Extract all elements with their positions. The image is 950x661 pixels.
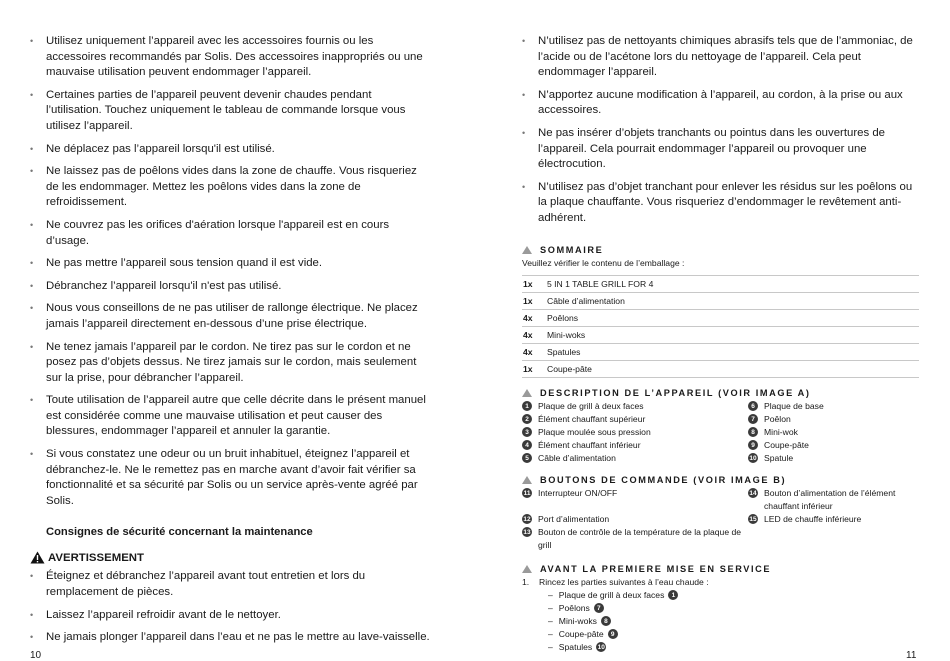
boutons-heading: BOUTONS DE COMMANDE (VOIR IMAGE B) — [522, 475, 920, 485]
part-label: Bouton de contrôle de la température de la plaque de grill — [538, 526, 742, 550]
number-badge: 10 — [597, 643, 605, 651]
number-badge: 1 — [668, 590, 678, 600]
first-use-steps — [522, 576, 920, 654]
quantity-cell: 4x — [522, 343, 547, 360]
table-row — [522, 275, 919, 292]
number-badge: 14 — [749, 489, 757, 497]
quantity-cell: 1x — [522, 292, 547, 309]
part-label: Spatule — [764, 452, 794, 463]
numbered-part-item — [748, 413, 920, 426]
warning-header — [30, 551, 430, 564]
bullet-item: • Laissez l’appareil refroidir avant de le nettoyer. — [30, 608, 430, 624]
warning-label: AVERTISSEMENT — [48, 551, 144, 564]
right-page-column — [522, 34, 920, 654]
part-label: Interrupteur ON/OFF — [538, 487, 618, 498]
part-label: Mini-woks — [558, 615, 597, 626]
sommaire-intro: Veuillez vérifier le contenu de l’emballage : — [522, 257, 685, 268]
item-cell: Poêlons — [547, 309, 919, 326]
item-cell: Spatules — [547, 343, 919, 360]
part-label: Plaque de grill à deux faces — [558, 589, 665, 600]
page-number-left: 10 — [30, 650, 42, 661]
number-badge: 9 — [748, 440, 758, 450]
step-text: Rincez les parties suivantes à l’eau chaude : — [539, 576, 709, 587]
part-label: Poêlon — [764, 413, 791, 424]
quantity-cell: 4x — [522, 309, 547, 326]
description-heading: DESCRIPTION DE L’APPAREIL (VOIR IMAGE A) — [522, 388, 920, 398]
triangle-marker-icon — [522, 389, 532, 397]
number-badge: 3 — [522, 427, 532, 437]
dash-marker: – — [548, 628, 553, 639]
numbered-part-item — [748, 452, 920, 465]
table-row — [522, 292, 919, 309]
numbered-part-item — [748, 400, 920, 413]
table-row — [522, 360, 919, 377]
triangle-marker-icon — [522, 476, 532, 484]
bullet-item: • Ne couvrez pas les orifices d'aération lorsque l'appareil est en cours d’usage. — [30, 218, 430, 249]
step-number: 1. — [522, 576, 530, 587]
numbered-part-item — [748, 426, 920, 439]
bullet-item: • Ne déplacez pas l’appareil lorsqu'il est utilisé. — [30, 142, 430, 158]
number-badge: 5 — [522, 453, 532, 463]
bullet-item: • Ne tenez jamais l’appareil par le cordon. Ne tirez pas sur le cordon et ne posez pas d’objets dessus. Ne tirez jamais sur le cordon, mais seulement sur la prise, pour débrancher l’appareil. — [30, 340, 430, 387]
bullet-item: • N’utilisez pas de nettoyants chimiques abrasifs tels que de l’ammoniac, de l’acide ou de l’acétone lors du nettoyage de l’appareil. Cela peut endommager l’appareil. — [522, 34, 920, 81]
part-label: Élément chauffant supérieur — [538, 413, 646, 424]
number-badge: 15 — [749, 515, 757, 523]
numbered-part-item — [522, 400, 748, 413]
part-label: Plaque moulée sous pression — [538, 426, 651, 437]
list-item — [522, 615, 920, 628]
quantity-cell: 4x — [522, 326, 547, 343]
quantity-cell: 1x — [522, 360, 547, 377]
numbered-part-item — [522, 426, 748, 439]
numbered-part-item — [522, 439, 748, 452]
page-number-right: 11 — [906, 650, 917, 661]
numbered-part-item — [748, 513, 920, 526]
bullet-item: • Toute utilisation de l’appareil autre que celle décrite dans le présent manuel est considérée comme une mauvaise utilisation et peut causer des blessures, endommager l’appareil et annuler la garantie. — [30, 393, 430, 440]
part-label: Coupe-pâte — [558, 628, 604, 639]
number-badge: 13 — [523, 528, 531, 536]
numbered-part-item — [748, 487, 920, 513]
number-badge: 4 — [522, 440, 532, 450]
package-contents-table — [522, 275, 919, 378]
bullet-item: • Certaines parties de l’appareil peuvent devenir chaudes pendant l’utilisation. Touchez uniquement le tableau de commande lorsque vous utilisez l’appareil. — [30, 88, 430, 135]
part-label: Bouton d’alimentation de l’élément chauffant inférieur — [764, 487, 896, 511]
number-badge: 12 — [523, 515, 531, 523]
part-label: Port d’alimentation — [538, 513, 610, 524]
bullet-item: • Ne pas mettre l’appareil sous tension quand il est vide. — [30, 256, 430, 272]
part-label: Plaque de base — [764, 400, 824, 411]
item-cell: 5 IN 1 TABLE GRILL FOR 4 — [547, 275, 919, 292]
dash-marker: – — [548, 615, 553, 626]
numbered-part-item — [522, 526, 748, 552]
number-badge: 11 — [523, 489, 531, 497]
part-label: Élément chauffant inférieur — [538, 439, 641, 450]
dash-marker: – — [548, 602, 553, 613]
number-badge: 7 — [594, 603, 604, 613]
bullet-item: • Nous vous conseillons de ne pas utiliser de rallonge électrique. Ne placez jamais l’appareil directement en-dessous d’une prise électrique. — [30, 301, 430, 332]
part-label: Mini-wok — [764, 426, 798, 437]
warning-icon — [30, 551, 45, 564]
numbered-part-item — [522, 487, 748, 513]
part-label: Spatules — [558, 641, 593, 652]
bullet-item: • Ne pas insérer d’objets tranchants ou pointus dans les ouvertures de l’appareil. Cela pourrait endommager l’appareil ou provoquer une électrocution. — [522, 126, 920, 173]
bullet-item: • N’utilisez pas d’objet tranchant pour enlever les résidus sur les poêlons ou la plaque chauffante. Vous risqueriez d’endommager le revêtement anti-adhérent. — [522, 180, 920, 227]
number-badge: 2 — [522, 414, 532, 424]
premiere-heading: AVANT LA PREMIERE MISE EN SERVICE — [522, 564, 920, 574]
part-label: Coupe-pâte — [764, 439, 809, 450]
sommaire-heading: SOMMAIRE — [522, 245, 920, 255]
dash-marker: – — [548, 641, 553, 652]
number-badge: 1 — [522, 401, 532, 411]
number-badge: 6 — [748, 401, 758, 411]
bullet-item: • Ne jamais plonger l’appareil dans l’eau et ne pas le mettre au lave-vaisselle. — [30, 630, 430, 646]
maintenance-bullet-list — [30, 569, 430, 645]
bullet-item: • Éteignez et débranchez l’appareil avant tout entretien et lors du remplacement de pièces. — [30, 569, 430, 600]
safety-bullet-list — [30, 34, 430, 509]
part-label: Plaque de grill à deux faces — [538, 400, 644, 411]
part-label: LED de chauffe inférieure — [764, 513, 862, 524]
bullet-item: • Si vous constatez une odeur ou un bruit inhabituel, éteignez l’appareil et débranchez-le. Ne le remettez pas en marche avant d’avoir fait vérifier sa fonctionnalité et sa sécurité par Solis ou un service après-vente agréé par Solis. — [30, 447, 430, 509]
list-item — [522, 641, 920, 654]
list-item — [522, 628, 920, 641]
number-badge: 10 — [749, 454, 757, 462]
item-cell: Coupe-pâte — [547, 360, 919, 377]
cleaning-bullet-list — [522, 34, 920, 227]
dash-marker: – — [548, 589, 553, 600]
numbered-part-item — [748, 439, 920, 452]
item-cell: Mini-woks — [547, 326, 919, 343]
quantity-cell: 1x — [522, 275, 547, 292]
left-page-column — [30, 34, 430, 653]
list-item — [522, 589, 920, 602]
list-item — [522, 602, 920, 615]
table-row — [522, 343, 919, 360]
number-badge: 8 — [601, 616, 611, 626]
number-badge: 7 — [748, 414, 758, 424]
bullet-item: • Ne laissez pas de poêlons vides dans la zone de chauffe. Vous risqueriez de les endommager. Mettez les poêlons vides dans la zone de refroidissement. — [30, 164, 430, 211]
triangle-marker-icon — [522, 565, 532, 573]
item-cell: Câble d’alimentation — [547, 292, 919, 309]
bullet-item: • Débranchez l’appareil lorsqu'il n'est pas utilisé. — [30, 279, 430, 295]
bullet-item: • Utilisez uniquement l’appareil avec les accessoires fournis ou les accessoires recommandés par Solis. Des accessoires inappropriés ou une mauvaise utilisation peuvent endommager l’appareil. — [30, 34, 430, 81]
numbered-part-item — [522, 513, 748, 526]
table-row — [522, 309, 919, 326]
number-badge: 9 — [608, 629, 618, 639]
number-badge: 8 — [748, 427, 758, 437]
part-label: Poêlons — [558, 602, 590, 613]
table-row — [522, 326, 919, 343]
rinse-parts-list — [522, 589, 920, 654]
maintenance-heading: Consignes de sécurité concernant la maintenance — [46, 526, 313, 539]
numbered-part-item — [522, 413, 748, 426]
description-parts-list — [522, 400, 920, 465]
numbered-part-item — [522, 452, 748, 465]
triangle-marker-icon — [522, 246, 532, 254]
control-buttons-list — [522, 487, 920, 552]
part-label: Câble d’alimentation — [538, 452, 616, 463]
bullet-item: • N’apportez aucune modification à l’appareil, au cordon, à la prise ou aux accessoires. — [522, 88, 920, 119]
